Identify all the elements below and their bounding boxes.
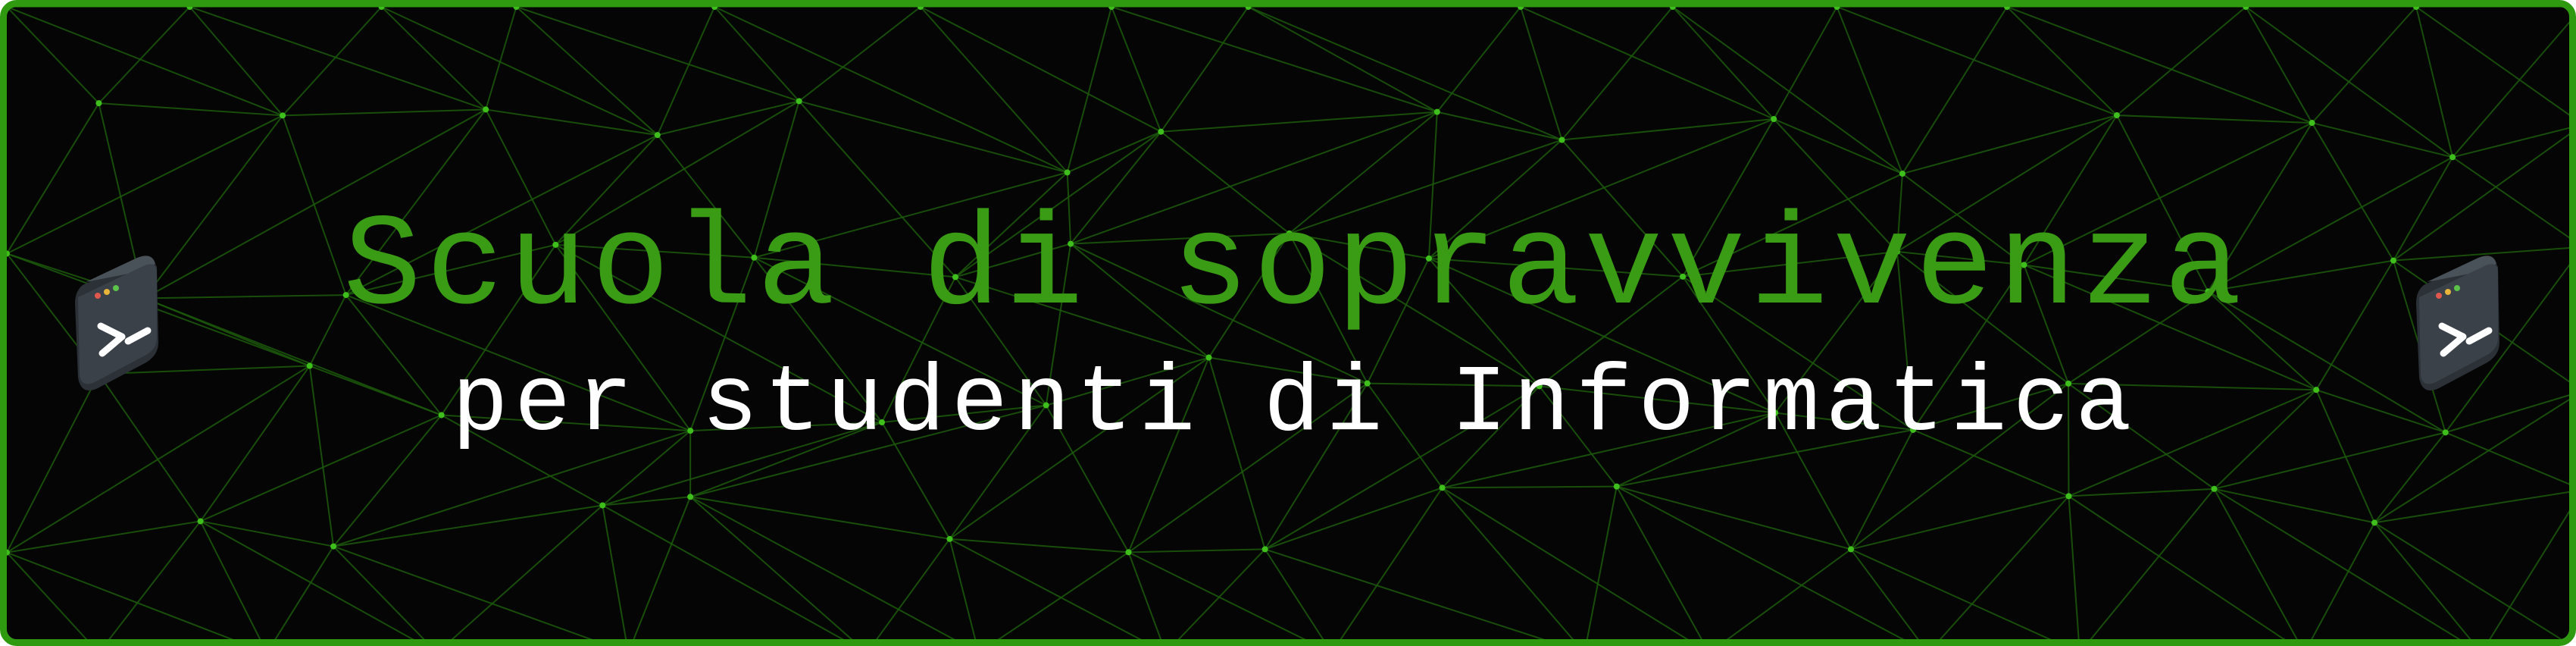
mesh-node bbox=[1158, 129, 1164, 135]
mesh-node bbox=[599, 503, 605, 509]
banner-title: Scuola di sopravvivenza bbox=[343, 194, 2246, 342]
mesh-line bbox=[2481, 490, 2576, 646]
mesh-line bbox=[1584, 487, 1616, 646]
mesh-line bbox=[1902, 115, 2117, 174]
mesh-line bbox=[2312, 123, 2453, 157]
mesh-line bbox=[1617, 487, 1928, 646]
mesh-line bbox=[949, 539, 978, 646]
mesh-line bbox=[799, 101, 1068, 172]
mesh-line bbox=[98, 521, 200, 646]
mesh-line bbox=[1673, 7, 1774, 119]
mesh-line bbox=[799, 7, 921, 101]
mesh-node bbox=[1559, 137, 1565, 143]
mesh-line bbox=[1837, 7, 2117, 115]
mesh-line bbox=[7, 553, 267, 646]
mesh-line bbox=[2214, 489, 2374, 523]
mesh-line bbox=[690, 497, 867, 646]
mesh-line bbox=[1562, 7, 1673, 140]
mesh-node bbox=[2449, 154, 2456, 160]
mesh-line bbox=[1521, 7, 1774, 119]
mesh-line bbox=[1111, 7, 1437, 112]
mesh-node bbox=[95, 100, 102, 106]
mesh-line bbox=[1617, 487, 1851, 550]
mesh-line bbox=[1521, 7, 1562, 140]
mesh-line bbox=[1332, 488, 1443, 646]
mesh-line bbox=[714, 7, 1068, 172]
mesh-node bbox=[687, 494, 693, 500]
mesh-line bbox=[2312, 7, 2417, 123]
mesh-line bbox=[382, 7, 486, 109]
mesh-line bbox=[2374, 522, 2576, 646]
mesh-line bbox=[1709, 549, 1851, 646]
banner-subtitle: per studenti di Informatica bbox=[452, 352, 2138, 458]
mesh-node bbox=[1614, 484, 1620, 490]
mesh-line bbox=[1443, 488, 1709, 646]
mesh-line bbox=[628, 497, 690, 646]
mesh-line bbox=[2453, 124, 2576, 157]
mesh-line bbox=[2080, 489, 2215, 646]
mesh-line bbox=[949, 539, 1128, 553]
mesh-node bbox=[198, 518, 204, 524]
mesh-node bbox=[655, 132, 661, 138]
mesh-line bbox=[1851, 549, 2080, 646]
mesh-line bbox=[1161, 7, 1248, 132]
mesh-line bbox=[602, 506, 628, 646]
mesh-line bbox=[921, 7, 1068, 172]
mesh-node bbox=[1434, 109, 1440, 115]
mesh-node bbox=[1440, 484, 1446, 491]
mesh-line bbox=[921, 7, 1161, 132]
mesh-line bbox=[1265, 549, 1332, 646]
mesh-node bbox=[2065, 493, 2071, 499]
mesh-node bbox=[796, 98, 802, 104]
mesh-node bbox=[483, 106, 489, 112]
mesh-line bbox=[2068, 496, 2079, 646]
mesh-line bbox=[1928, 496, 2069, 646]
mesh-node bbox=[1108, 7, 1114, 10]
mesh-line bbox=[333, 547, 437, 646]
mesh-line bbox=[602, 506, 867, 646]
mesh-line bbox=[2007, 7, 2117, 115]
mesh-line bbox=[2374, 522, 2481, 646]
mesh-line bbox=[1249, 7, 1562, 140]
mesh-line bbox=[283, 109, 486, 115]
mesh-line bbox=[201, 521, 333, 546]
mesh-line bbox=[2453, 7, 2576, 157]
mesh-line bbox=[201, 521, 437, 646]
mesh-line bbox=[1166, 549, 1265, 646]
mesh-line bbox=[1837, 7, 1902, 174]
mesh-node bbox=[946, 536, 952, 542]
mesh-line bbox=[1437, 7, 1521, 112]
mesh-node bbox=[2371, 519, 2377, 525]
mesh-line bbox=[2246, 7, 2312, 123]
mesh-node bbox=[1126, 549, 1132, 555]
mesh-line bbox=[1443, 487, 1617, 488]
mesh-line bbox=[2068, 489, 2214, 497]
mesh-line bbox=[1774, 7, 1837, 119]
mesh-line bbox=[1443, 488, 1585, 646]
mesh-line bbox=[7, 553, 98, 646]
mesh-line bbox=[1562, 119, 1774, 140]
mesh-node bbox=[1899, 171, 1905, 177]
mesh-line bbox=[98, 7, 189, 103]
mesh-line bbox=[1851, 496, 2068, 549]
mesh-line bbox=[2305, 522, 2375, 646]
mesh-line bbox=[7, 7, 283, 115]
mesh-line bbox=[1437, 112, 1562, 140]
mesh-node bbox=[2211, 486, 2217, 492]
mesh-line bbox=[267, 547, 333, 646]
mesh-node bbox=[1262, 546, 1268, 552]
mesh-node bbox=[1064, 169, 1071, 175]
mesh-line bbox=[1068, 7, 1111, 172]
mesh-line bbox=[7, 521, 201, 552]
mesh-node bbox=[2114, 112, 2120, 118]
mesh-line bbox=[658, 101, 799, 135]
mesh-line bbox=[1129, 549, 1265, 552]
mesh-line bbox=[1111, 7, 1161, 132]
mesh-line bbox=[2117, 115, 2312, 123]
mesh-line bbox=[283, 7, 381, 115]
mesh-node bbox=[1771, 116, 1777, 122]
mesh-line bbox=[1129, 552, 1166, 646]
mesh-line bbox=[2374, 490, 2576, 522]
mesh-line bbox=[333, 547, 628, 646]
mesh-node bbox=[1848, 546, 1854, 552]
mesh-line bbox=[1129, 552, 1332, 646]
mesh-line bbox=[2117, 7, 2246, 115]
mesh-line bbox=[517, 7, 658, 135]
mesh-line bbox=[1161, 112, 1437, 132]
mesh-line bbox=[658, 7, 714, 135]
mesh-node bbox=[280, 112, 286, 118]
mesh-node bbox=[2309, 120, 2315, 126]
mesh-line bbox=[333, 506, 602, 547]
mesh-line bbox=[2007, 7, 2312, 123]
mesh-line bbox=[7, 7, 98, 103]
mesh-line bbox=[382, 7, 658, 135]
mesh-line bbox=[1068, 132, 1161, 173]
mesh-node bbox=[330, 544, 336, 550]
mesh-line bbox=[1902, 7, 2007, 174]
